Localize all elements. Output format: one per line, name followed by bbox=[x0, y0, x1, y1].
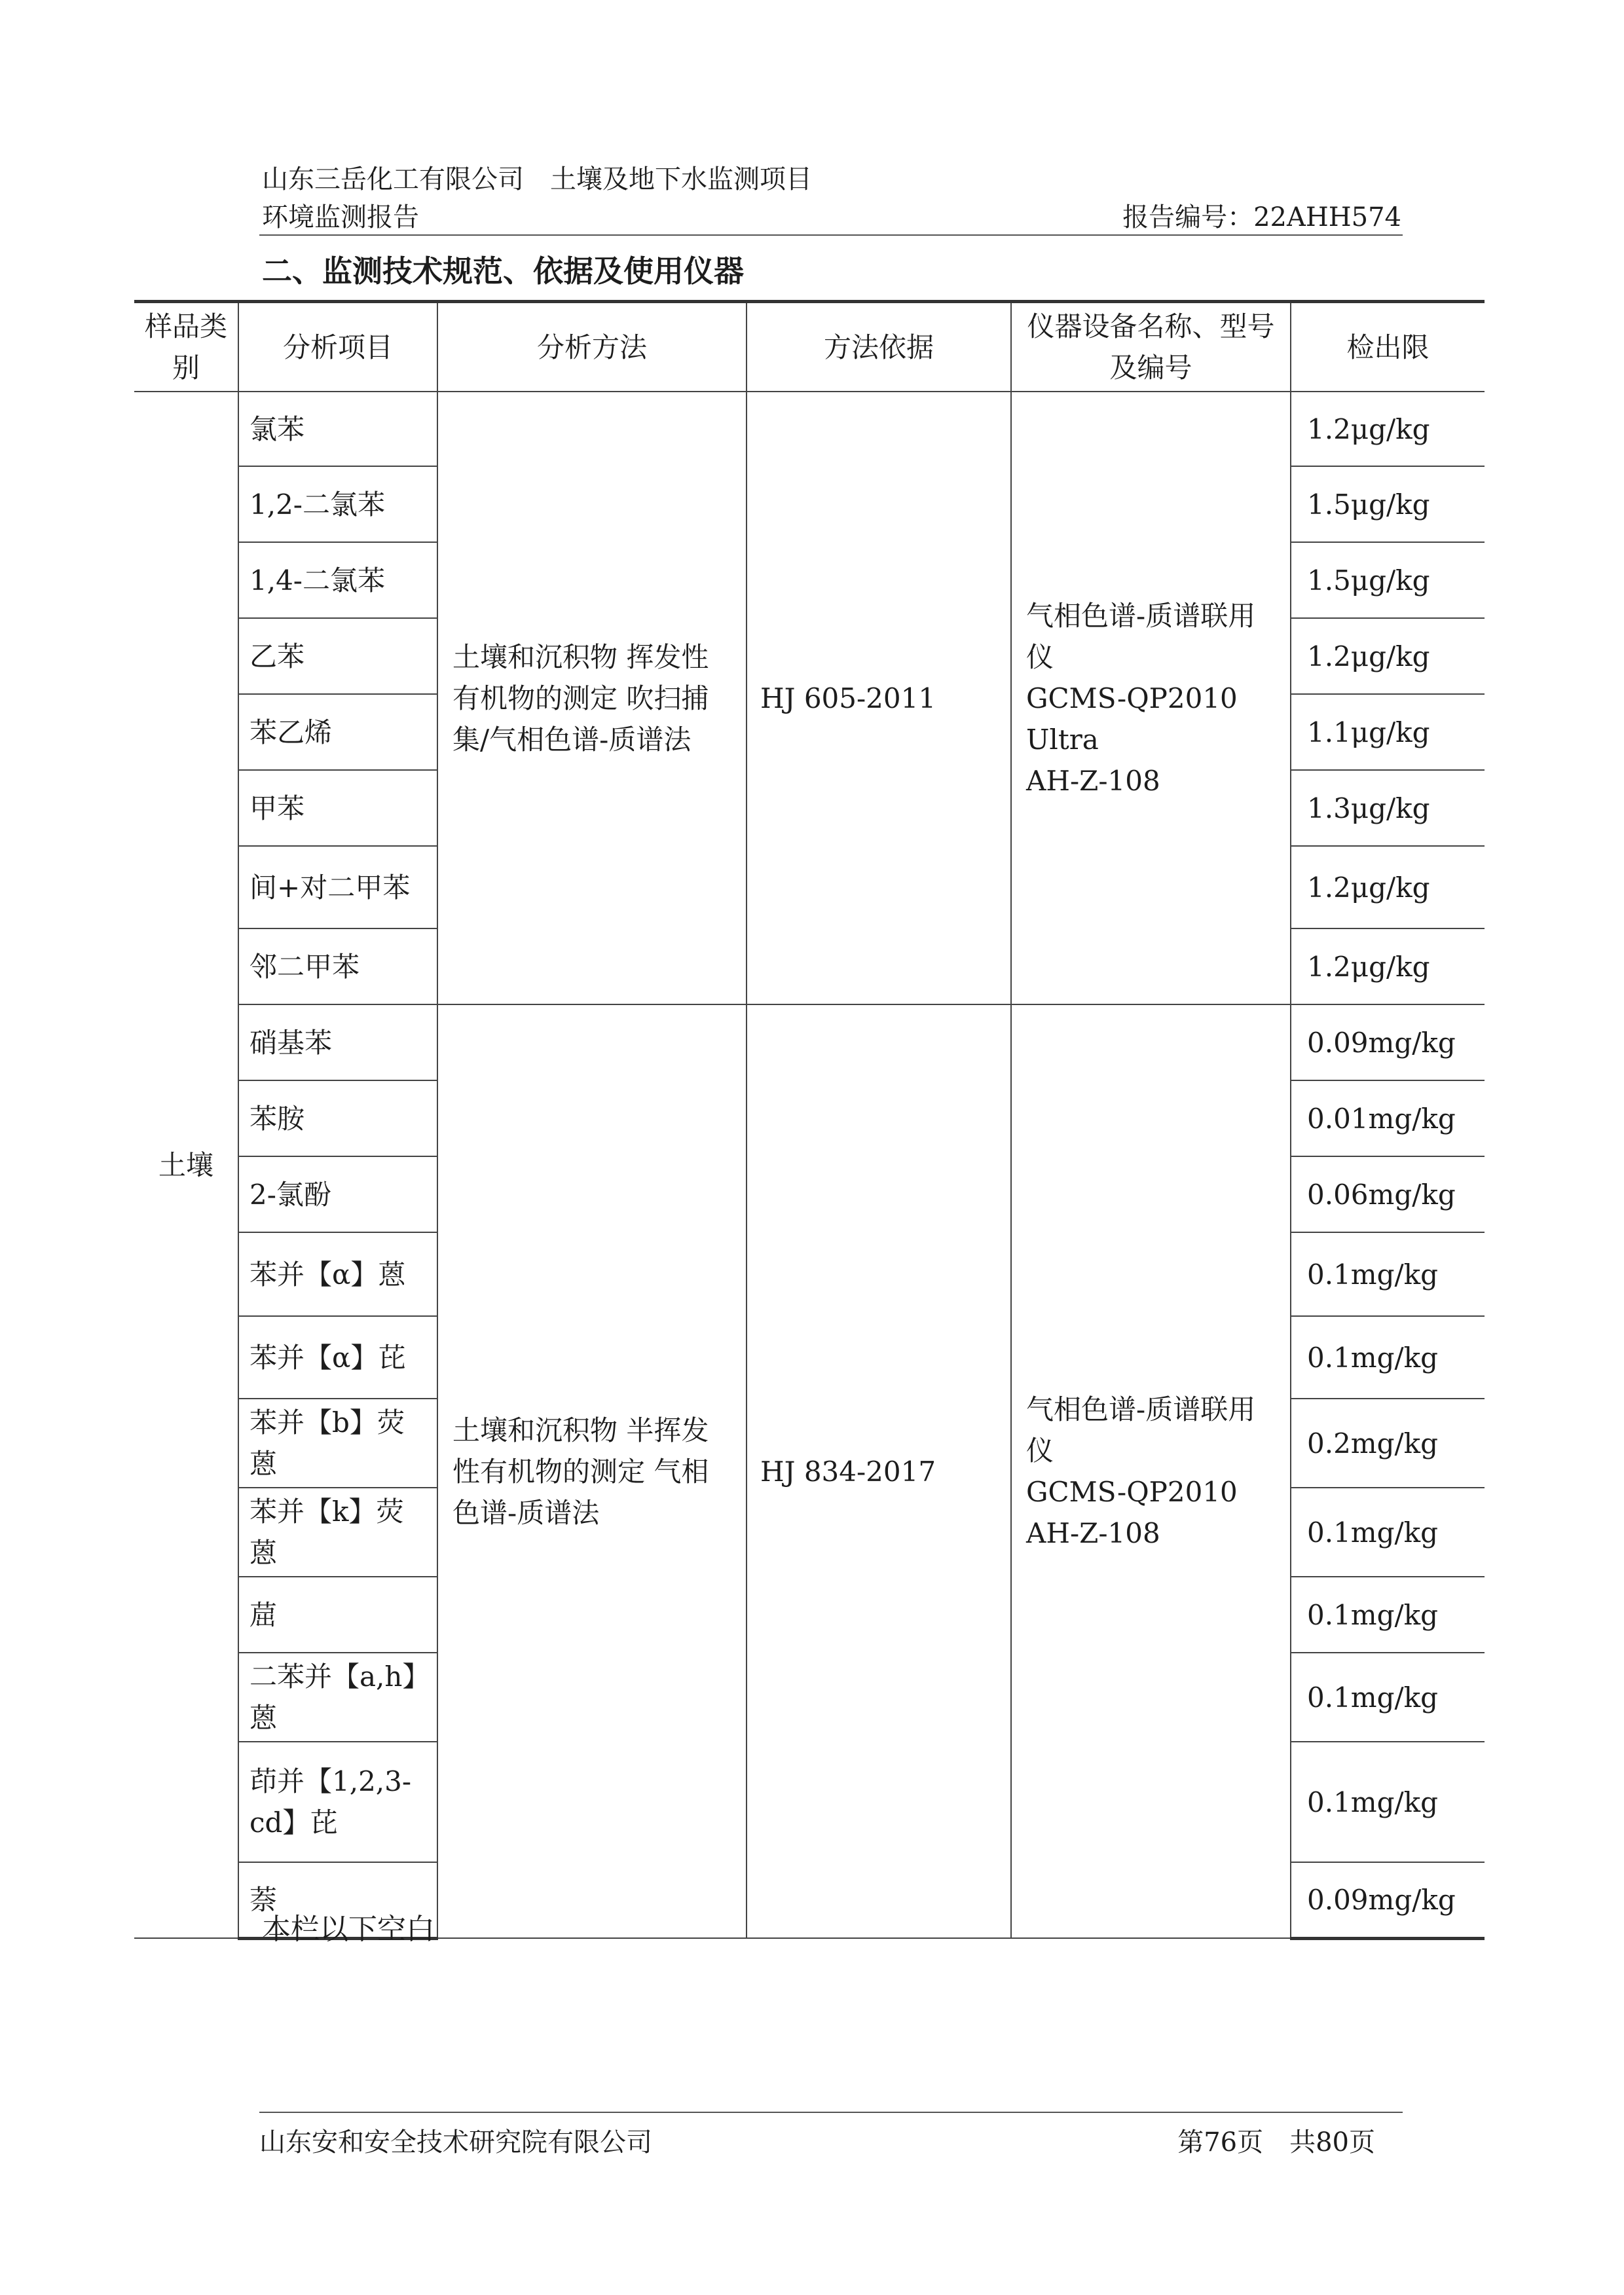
table-header-row bbox=[134, 302, 1485, 392]
table-row bbox=[134, 1004, 1485, 1080]
analysis-item: 硝基苯 bbox=[238, 1004, 437, 1080]
analysis-item: 1,4-二氯苯 bbox=[238, 542, 437, 618]
instrument-model: GCMS-QP2010 bbox=[1026, 1476, 1238, 1508]
detection-limit: 0.09mg/kg bbox=[1291, 1862, 1485, 1938]
analysis-item: 苯胺 bbox=[238, 1080, 437, 1156]
blank-below-note: 本栏以下空白 bbox=[262, 1913, 435, 1946]
analysis-item: 䓛 bbox=[238, 1577, 437, 1653]
method-basis: HJ 605-2011 bbox=[747, 392, 1011, 1004]
detection-limit: 1.2μg/kg bbox=[1291, 846, 1485, 928]
analysis-item: 甲苯 bbox=[238, 770, 437, 846]
detection-limit: 1.2μg/kg bbox=[1291, 392, 1485, 466]
header-category: 样品类别 bbox=[134, 302, 238, 392]
analysis-item: 1,2-二氯苯 bbox=[238, 466, 437, 542]
analysis-item: 二苯并【a,h】蒽 bbox=[238, 1653, 437, 1742]
header-basis: 方法依据 bbox=[747, 302, 1011, 392]
analysis-item: 苯并【b】荧蒽 bbox=[238, 1399, 437, 1488]
instrument-name: 气相色谱-质谱联用仪 bbox=[1026, 1393, 1256, 1467]
detection-limit: 0.09mg/kg bbox=[1291, 1004, 1485, 1080]
detection-limit: 1.2μg/kg bbox=[1291, 928, 1485, 1004]
detection-limit: 0.1mg/kg bbox=[1291, 1232, 1485, 1316]
analysis-item: 萘 bbox=[238, 1862, 437, 1938]
analysis-item: 苯并【k】荧蒽 bbox=[238, 1488, 437, 1577]
detection-limit: 0.1mg/kg bbox=[1291, 1488, 1485, 1577]
header-divider bbox=[259, 234, 1403, 236]
instrument-name: 气相色谱-质谱联用仪 bbox=[1026, 599, 1256, 673]
table-row bbox=[134, 392, 1485, 466]
detection-limit: 1.1μg/kg bbox=[1291, 694, 1485, 770]
detection-limit: 0.1mg/kg bbox=[1291, 1316, 1485, 1399]
detection-limit: 0.1mg/kg bbox=[1291, 1742, 1485, 1862]
analysis-item: 邻二甲苯 bbox=[238, 928, 437, 1004]
header-item: 分析项目 bbox=[238, 302, 437, 392]
sample-category: 土壤 bbox=[134, 392, 238, 1938]
instrument-model-variant: Ultra bbox=[1026, 723, 1099, 756]
detection-limit: 1.5μg/kg bbox=[1291, 466, 1485, 542]
detection-limit: 1.2μg/kg bbox=[1291, 618, 1485, 694]
analysis-item: 氯苯 bbox=[238, 392, 437, 466]
instrument-info bbox=[1011, 1004, 1291, 1938]
analysis-item: 茚并【1,2,3-cd】芘 bbox=[238, 1742, 437, 1862]
footer-divider bbox=[259, 2112, 1403, 2113]
header-method: 分析方法 bbox=[437, 302, 747, 392]
method-basis: HJ 834-2017 bbox=[747, 1004, 1011, 1938]
detection-limit: 0.2mg/kg bbox=[1291, 1399, 1485, 1488]
footer-page-number: 第76页 共80页 bbox=[1177, 2127, 1375, 2157]
analysis-item: 苯乙烯 bbox=[238, 694, 437, 770]
header-company-project: 山东三岳化工有限公司 土壤及地下水监测项目 bbox=[262, 164, 812, 194]
analysis-item: 乙苯 bbox=[238, 618, 437, 694]
header-instrument: 仪器设备名称、型号及编号 bbox=[1011, 302, 1291, 392]
section-title: 二、监测技术规范、依据及使用仪器 bbox=[262, 253, 744, 289]
monitoring-spec-table bbox=[134, 300, 1485, 1940]
analysis-item: 2-氯酚 bbox=[238, 1156, 437, 1232]
instrument-id: AH-Z-108 bbox=[1026, 764, 1160, 797]
detection-limit: 0.06mg/kg bbox=[1291, 1156, 1485, 1232]
analysis-item: 间+对二甲苯 bbox=[238, 846, 437, 928]
detection-limit: 0.1mg/kg bbox=[1291, 1577, 1485, 1653]
footer-institute: 山东安和安全技术研究院有限公司 bbox=[259, 2127, 652, 2157]
detection-limit: 1.5μg/kg bbox=[1291, 542, 1485, 618]
detection-limit: 0.01mg/kg bbox=[1291, 1080, 1485, 1156]
detection-limit: 1.3μg/kg bbox=[1291, 770, 1485, 846]
instrument-id: AH-Z-108 bbox=[1026, 1517, 1160, 1549]
header-limit: 检出限 bbox=[1291, 302, 1485, 392]
analysis-method: 土壤和沉积物 挥发性有机物的测定 吹扫捕集/气相色谱-质谱法 bbox=[437, 392, 747, 1004]
analysis-item: 苯并【α】芘 bbox=[238, 1316, 437, 1399]
header-report-type: 环境监测报告 bbox=[262, 202, 419, 232]
analysis-item: 苯并【α】蒽 bbox=[238, 1232, 437, 1316]
detection-limit: 0.1mg/kg bbox=[1291, 1653, 1485, 1742]
header-report-number: 报告编号：22AHH574 bbox=[1122, 202, 1401, 232]
instrument-info bbox=[1011, 392, 1291, 1004]
instrument-model: GCMS-QP2010 bbox=[1026, 682, 1238, 714]
analysis-method: 土壤和沉积物 半挥发性有机物的测定 气相色谱-质谱法 bbox=[437, 1004, 747, 1938]
